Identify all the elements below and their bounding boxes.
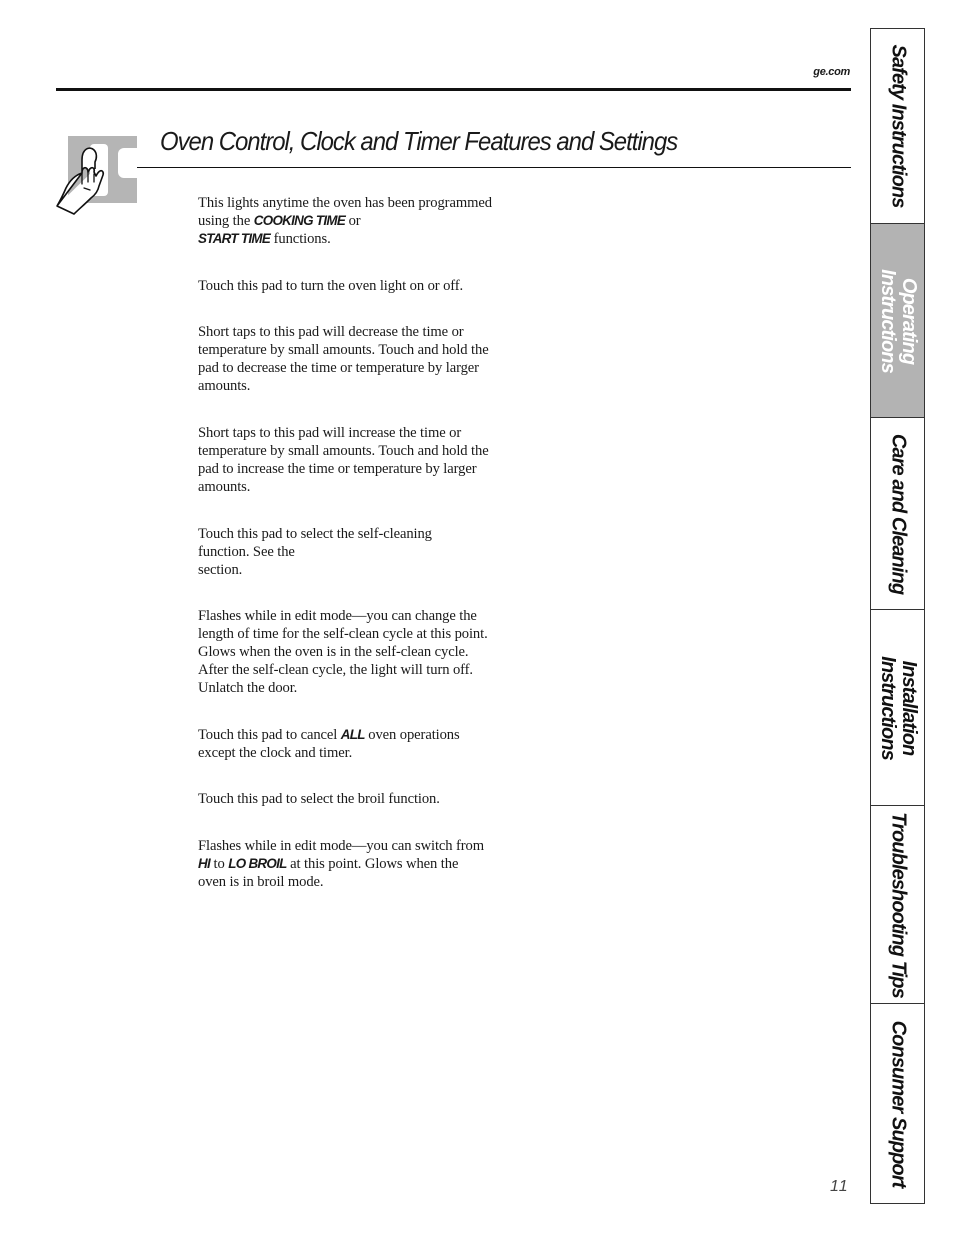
description-text: Touch this pad to cancel [198, 727, 341, 743]
tab-label: Consumer Support [887, 1020, 909, 1187]
tab-label: Care and Cleaning [887, 433, 909, 594]
description-text: Touch this pad to select the broil function. [198, 791, 440, 807]
description-paragraph [198, 790, 498, 808]
page-number: 11 [830, 1178, 849, 1195]
tab-installation-instructions[interactable] [871, 610, 924, 806]
description-text: functions. [270, 231, 331, 247]
section-tabs [870, 28, 925, 1204]
description-text: Touch this pad to select the self-cleaning [198, 526, 432, 542]
description-paragraph [198, 726, 498, 762]
header-rule [56, 88, 851, 91]
all-term: ALL [340, 727, 365, 742]
site-url: ge.com [813, 66, 850, 78]
description-text: Short taps to this pad will increase the time or temperature by small amounts. Touch and hold the pad to increase the time or temperature by larger amounts. [198, 425, 489, 495]
page-title: Oven Control, Clock and Timer Features and Settings [160, 126, 678, 156]
description-paragraph [198, 424, 490, 496]
description-text: to [210, 856, 229, 872]
description-text: Flashes while in edit mode—you can change the length of time for the self-clean cycle at this point. Glows when the oven is in the self-clean cycle. After the self-clean cycle, the light will turn off. Unlatch the door. [198, 608, 488, 696]
cooking-time-term: COOKING TIME [253, 213, 346, 228]
description-text: section. [198, 562, 243, 578]
tab-label: Safety Instructions [887, 44, 909, 208]
description-paragraph [198, 607, 498, 697]
description-text: or [345, 213, 361, 229]
description-paragraph [198, 194, 498, 248]
tab-troubleshooting-tips[interactable] [871, 806, 924, 1004]
tab-operating-instructions[interactable] [871, 224, 924, 418]
hi-term: HI [198, 856, 210, 871]
tab-label: Troubleshooting Tips [887, 811, 909, 998]
description-paragraph [198, 525, 498, 579]
description-text: Flashes while in edit mode—you can switch from [198, 838, 485, 854]
description-text: oven operations except the clock and timer. [198, 727, 460, 761]
description-paragraph [198, 323, 490, 395]
tab-care-and-cleaning[interactable] [871, 418, 924, 610]
description-text: at this point. Glows when the oven is in broil mode. [198, 856, 459, 890]
pointing-hand-icon [54, 140, 114, 216]
tab-label: Operating Instructions [876, 268, 920, 373]
tab-safety-instructions[interactable] [871, 29, 924, 224]
tab-label: Installation Instructions [876, 655, 920, 760]
start-time-term: START TIME [198, 231, 271, 246]
description-text: Touch this pad to turn the oven light on or off. [198, 278, 464, 294]
section-icon-notch [118, 148, 137, 178]
title-rule [137, 167, 851, 168]
tab-consumer-support[interactable] [871, 1004, 924, 1203]
lo-broil-term: LO BROIL [228, 856, 287, 871]
description-text: function. See the [198, 544, 295, 560]
description-text: This lights anytime the oven has been programmed using the [198, 195, 492, 229]
description-paragraph [198, 837, 488, 891]
description-text: Short taps to this pad will decrease the time or temperature by small amounts. Touch and hold the pad to decrease the time or temperature by larger amounts. [198, 324, 489, 394]
description-paragraph [198, 277, 498, 295]
